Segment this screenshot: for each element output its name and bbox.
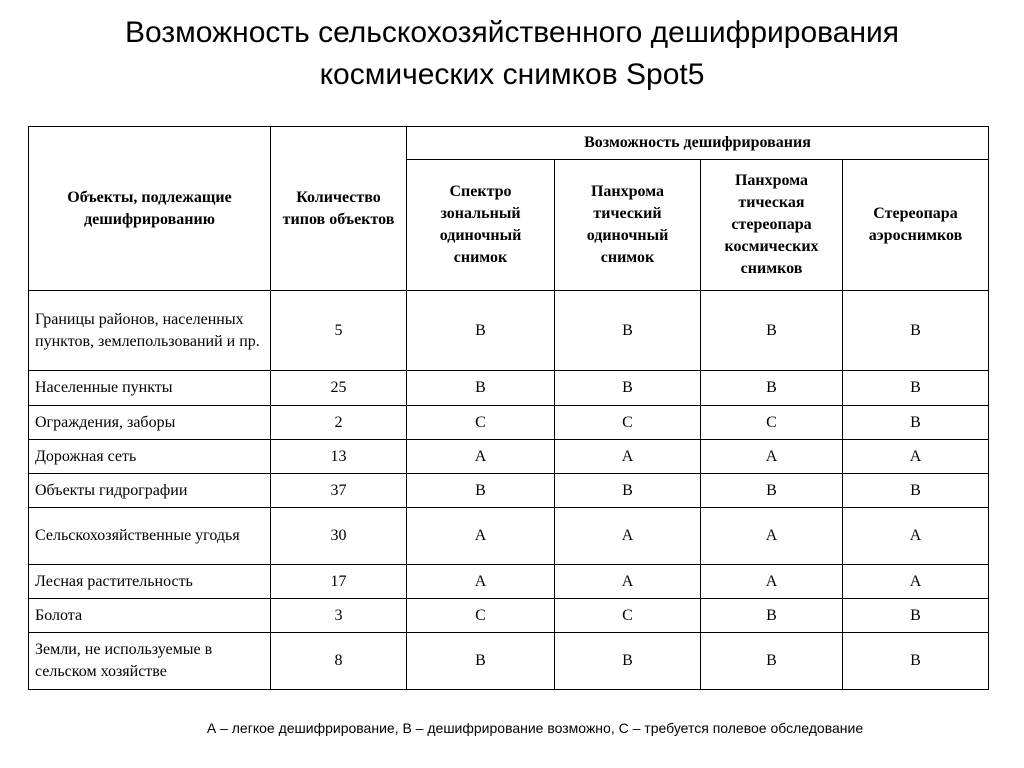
- decoding-grade: В: [555, 371, 701, 406]
- header-panchromatic-stereo: Панхрома тическая стереопара космических снимков: [701, 160, 843, 291]
- header-spectrozonal: Спектро зональный одиночный снимок: [407, 160, 555, 291]
- table-row: [29, 633, 989, 690]
- decoding-grade: С: [701, 406, 843, 440]
- decoding-grade: А: [701, 508, 843, 565]
- decoding-grade: А: [843, 508, 989, 565]
- object-count: 8: [271, 633, 407, 690]
- table-row: [29, 371, 989, 406]
- decoding-grade: В: [407, 474, 555, 508]
- object-count: 13: [271, 440, 407, 474]
- header-row-1: [29, 127, 989, 160]
- decoding-grade: В: [843, 633, 989, 690]
- object-name: Границы районов, населенных пунктов, землепользований и пр.: [29, 291, 271, 371]
- table-body: [29, 291, 989, 690]
- decoding-grade: В: [843, 474, 989, 508]
- object-name: Сельскохозяйственные угодья: [29, 508, 271, 565]
- object-count: 17: [271, 565, 407, 599]
- object-count: 2: [271, 406, 407, 440]
- object-count: 5: [271, 291, 407, 371]
- decoding-grade: В: [701, 371, 843, 406]
- table-row: [29, 508, 989, 565]
- object-count: 25: [271, 371, 407, 406]
- decoding-grade: А: [407, 440, 555, 474]
- decoding-grade: А: [701, 565, 843, 599]
- decoding-grade: А: [555, 565, 701, 599]
- object-name: Лесная растительность: [29, 565, 271, 599]
- table-row: [29, 599, 989, 633]
- object-name: Населенные пункты: [29, 371, 271, 406]
- decoding-grade: В: [701, 633, 843, 690]
- legend-note: А – легкое дешифрирование, В – дешифрирование возможно, С – требуется полевое обследование: [206, 720, 864, 736]
- page-title: [0, 12, 1024, 96]
- decoding-grade: С: [555, 599, 701, 633]
- decoding-grade: С: [407, 406, 555, 440]
- title-line-2: космических снимков Spot5: [319, 58, 705, 91]
- decoding-grade: А: [555, 440, 701, 474]
- decoding-grade: А: [701, 440, 843, 474]
- object-name: Болота: [29, 599, 271, 633]
- decoding-grade: В: [407, 371, 555, 406]
- object-name: Объекты гидрографии: [29, 474, 271, 508]
- object-count: 30: [271, 508, 407, 565]
- decoding-grade: В: [555, 291, 701, 371]
- object-count: 37: [271, 474, 407, 508]
- object-name: Земли, не используемые в сельском хозяйстве: [29, 633, 271, 690]
- decoding-grade: В: [407, 633, 555, 690]
- decoding-grade: А: [843, 565, 989, 599]
- decoding-grade: С: [407, 599, 555, 633]
- decoding-grade: В: [843, 371, 989, 406]
- header-aerial-stereo: Стереопара аэроснимков: [843, 160, 989, 291]
- decoding-grade: А: [407, 508, 555, 565]
- decoding-grade: А: [555, 508, 701, 565]
- decoding-grade: В: [701, 474, 843, 508]
- header-panchromatic-single: Панхрома тический одиночный снимок: [555, 160, 701, 291]
- header-objects: Объекты, подлежащие дешифрированию: [29, 127, 271, 291]
- decoding-grade: А: [407, 565, 555, 599]
- header-group: Возможность дешифрирования: [407, 127, 989, 160]
- table-row: [29, 565, 989, 599]
- decoding-grade: В: [843, 291, 989, 371]
- table-row: [29, 440, 989, 474]
- header-count: Количество типов объектов: [271, 127, 407, 291]
- decoding-grade: В: [407, 291, 555, 371]
- decoding-grade: С: [555, 406, 701, 440]
- table-row: [29, 291, 989, 371]
- object-name: Ограждения, заборы: [29, 406, 271, 440]
- table-row: [29, 406, 989, 440]
- decoding-table: [28, 126, 989, 690]
- decoding-grade: В: [555, 633, 701, 690]
- decoding-grade: В: [701, 599, 843, 633]
- decoding-grade: В: [701, 291, 843, 371]
- object-count: 3: [271, 599, 407, 633]
- decoding-grade: А: [843, 440, 989, 474]
- decoding-grade: В: [843, 406, 989, 440]
- object-name: Дорожная сеть: [29, 440, 271, 474]
- decoding-grade: В: [555, 474, 701, 508]
- decoding-grade: В: [843, 599, 989, 633]
- title-line-1: Возможность сельскохозяйственного дешифрирования: [124, 16, 900, 49]
- table-row: [29, 474, 989, 508]
